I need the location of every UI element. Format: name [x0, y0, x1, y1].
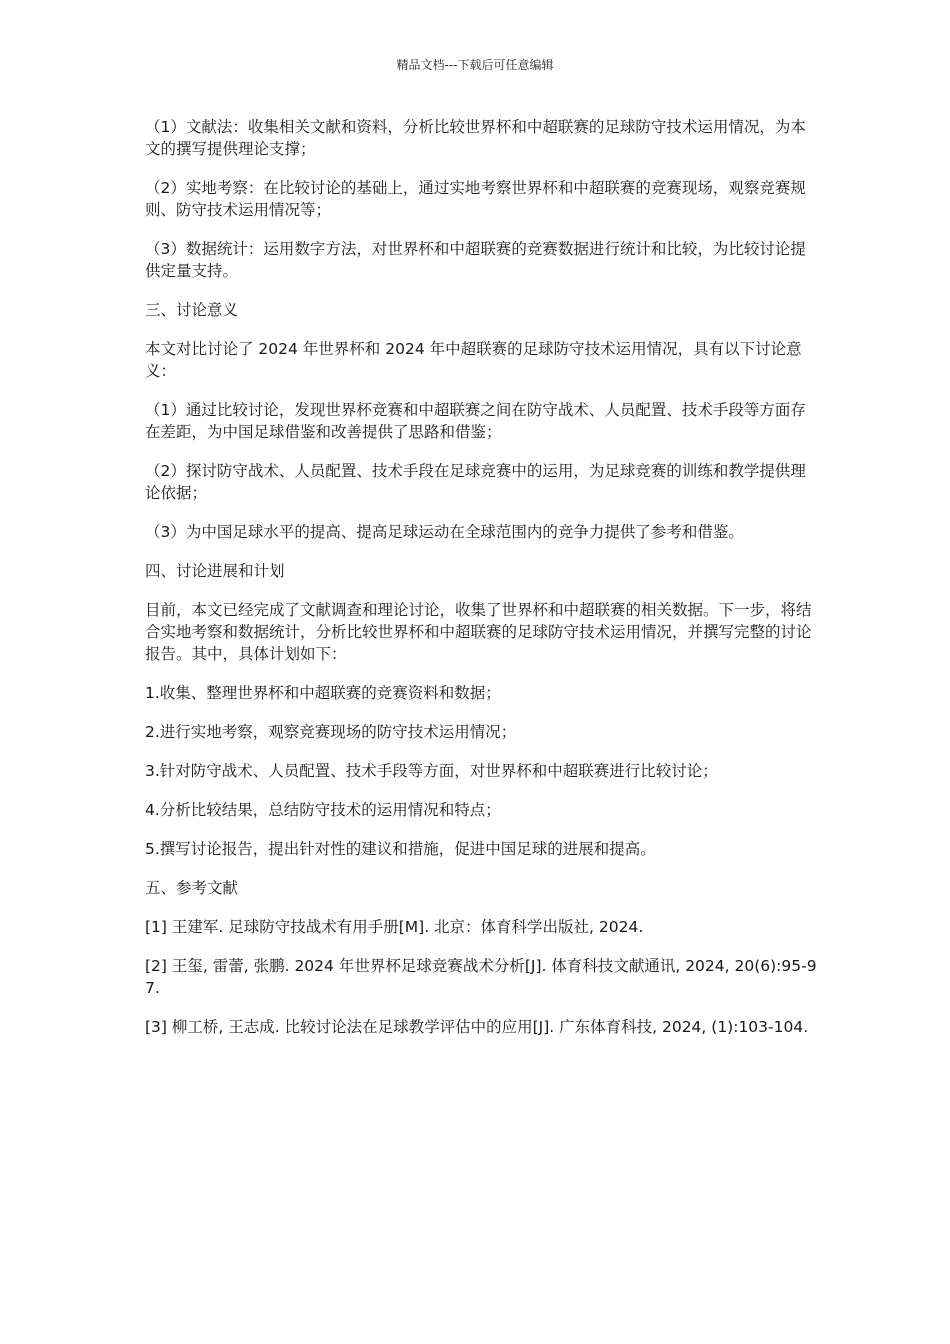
method-statistics: （3）数据统计：运用数字方法，对世界杯和中超联赛的竞赛数据进行统计和比较，为比较讨论提供定量支持。 [145, 240, 806, 280]
plan-item-1: 1.收集、整理世界杯和中超联赛的竞赛资料和数据； [145, 684, 501, 702]
progress-intro: 目前，本文已经完成了文献调查和理论讨论，收集了世界杯和中超联赛的相关数据。下一步，将结合实地考察和数据统计，分析比较世界杯和中超联赛的足球防守技术运用情况，并撰写完整的讨论报告。其中，具体计划如下： [145, 601, 812, 663]
plan-item-2: 2.进行实地考察，观察竞赛现场的防守技术运用情况； [145, 723, 517, 741]
method-literature: （1）文献法：收集相关文献和资料，分析比较世界杯和中超联赛的足球防守技术运用情况，为本文的撰写提供理论支撑； [145, 118, 806, 158]
significance-item-2: （2）探讨防守战术、人员配置、技术手段在足球竞赛中的运用，为足球竞赛的训练和教学提供理论依据； [145, 462, 806, 502]
plan-item-5: 5.撰写讨论报告，提出针对性的建议和措施，促进中国足球的进展和提高。 [145, 840, 656, 858]
significance-item-3: （3）为中国足球水平的提高、提高足球运动在全球范围内的竞争力提供了参考和借鉴。 [145, 523, 744, 541]
significance-intro: 本文对比讨论了 2024 年世界杯和 2024 年中超联赛的足球防守技术运用情况，具有以下讨论意义： [145, 340, 802, 380]
page-header: 精品文档---下载后可任意编辑 [396, 58, 554, 72]
method-field-study: （2）实地考察：在比较讨论的基础上，通过实地考察世界杯和中超联赛的竞赛现场，观察竞赛规则、防守技术运用情况等； [145, 179, 806, 219]
section-heading-progress: 四、讨论进展和计划 [145, 562, 285, 580]
section-heading-significance: 三、讨论意义 [145, 301, 239, 319]
plan-item-4: 4.分析比较结果，总结防守技术的运用情况和特点； [145, 801, 501, 819]
significance-item-1: （1）通过比较讨论，发现世界杯竞赛和中超联赛之间在防守战术、人员配置、技术手段等方面存在差距，为中国足球借鉴和改善提供了思路和借鉴； [145, 401, 806, 441]
reference-1: [1] 王建军. 足球防守技战术有用手册[M]. 北京：体育科学出版社, 2024. [145, 918, 644, 936]
plan-item-3: 3.针对防守战术、人员配置、技术手段等方面，对世界杯和中超联赛进行比较讨论； [145, 762, 718, 780]
document-body [145, 116, 817, 1055]
reference-3: [3] 柳工桥, 王志成. 比较讨论法在足球教学评估中的应用[J]. 广东体育科技, 2024, (1):103-104. [145, 1018, 809, 1036]
reference-2: [2] 王玺, 雷蕾, 张鹏. 2024 年世界杯足球竞赛战术分析[J]. 体育科技文献通讯, 2024, 20(6):95-97. [145, 957, 817, 997]
section-heading-references: 五、参考文献 [145, 879, 239, 897]
